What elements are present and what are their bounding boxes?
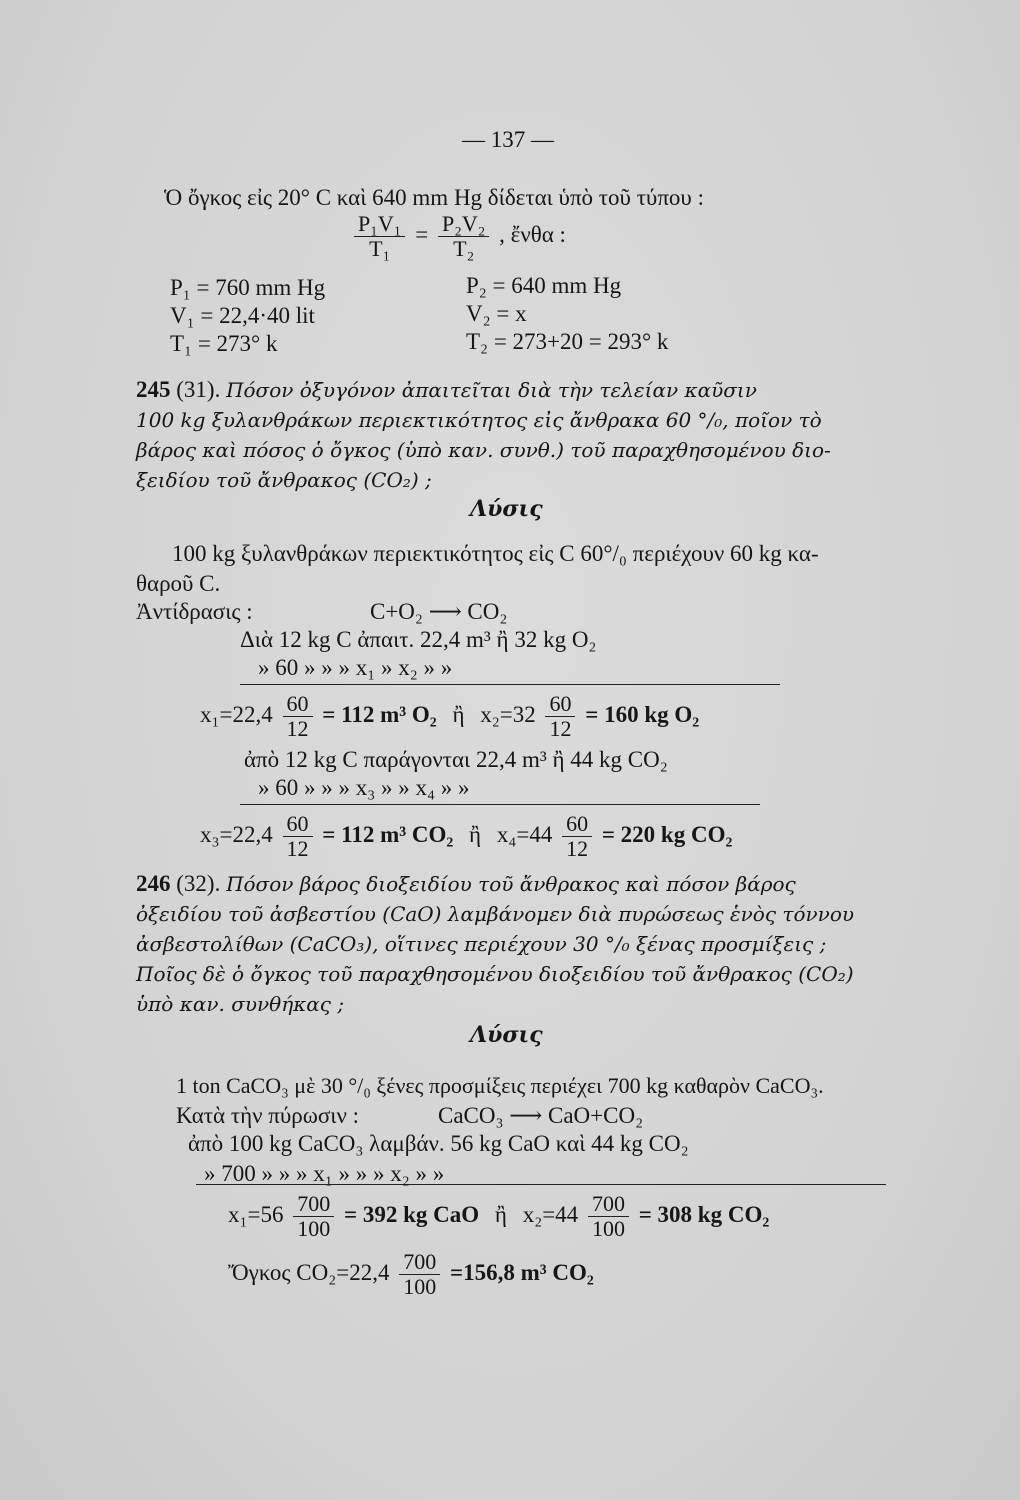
- problem-245-line4: ξειδίου τοῦ ἄνθρακος (CO₂) ;: [136, 468, 432, 492]
- problem-246-line3: ἀσβεστολίθων (CaCO₃), οἵτινες περιέχουν 30 °/₀ ξένας προσμίξεις ;: [136, 932, 827, 956]
- fraction-60-12: $\frac{60}{12}$: [283, 812, 313, 861]
- fraction-700-100: $\frac{700}{100}$: [399, 1250, 440, 1299]
- divider-line: [240, 804, 760, 805]
- divider-line: [196, 1184, 886, 1185]
- solution-1-line2: θαροῦ C.: [136, 571, 221, 596]
- problem-245-number: 245: [136, 377, 171, 402]
- solution-1-line1: 100 kg ξυλανθράκων περιεκτικότητος εἰς C 60°/₀ περιέχουν 60 kg κα-: [172, 541, 819, 566]
- solution-1-row3: ἀπὸ 12 kg C παράγονται 22,4 m³ ἢ 44 kg CO₂: [244, 747, 668, 772]
- solution-2-line1: 1 ton CaCO₃ μὲ 30 °/₀ ξένες προσμίξεις περιέχει 700 kg καθαρὸν CaCO₃.: [176, 1073, 824, 1098]
- problem-246-line2: ὀξειδίου τοῦ ἀσβεστίου (CaO) λαμβάνομεν διὰ πυρώσεως ἑνὸς τόννου: [136, 902, 855, 926]
- fraction-700-100: $\frac{700}{100}$: [293, 1192, 334, 1241]
- fraction-60-12: $\frac{60}{12}$: [283, 692, 313, 741]
- problem-246-number: 246: [136, 871, 171, 896]
- t2-value: T₂ = 273+20 = 293° k: [466, 329, 669, 354]
- t1-value: T₁ = 273° k: [170, 331, 278, 356]
- p1-value: P₁ = 760 mm Hg: [170, 275, 326, 300]
- page-number: — 137 —: [462, 127, 554, 152]
- result-x3-x4: x₃=22,4 $\frac{60}{12}$ = 112 m³ CO₂ ἢ x₄=44 $\frac{60}{12}$ = 220 kg CO₂: [200, 811, 733, 861]
- fraction-60-12: $\frac{60}{12}$: [545, 692, 575, 741]
- gas-law-formula: $\frac{\text{P₁V₁}}{\text{T₁}}$ = $\frac{\text{P₂V₂}}{\text{T₂}}$ , ἔνθα :: [350, 212, 566, 261]
- reaction-label-1: Ἀντίδρασις :: [136, 599, 253, 624]
- fraction-700-100: $\frac{700}{100}$: [588, 1192, 629, 1241]
- problem-245-line1: 245 (31). Πόσον ὀξυγόνον ἀπαιτεῖται διὰ τὴν τελείαν καῦσιν: [136, 377, 757, 402]
- reaction-2: CaCO₃ ⟶ CaO+CO₂: [438, 1103, 644, 1128]
- problem-246-line1: 246 (32). Πόσον βάρος διοξειδίου τοῦ ἄνθρακος καὶ πόσον βάρος: [136, 871, 796, 896]
- fraction-right: $\frac{\text{P₂V₂}}{\text{T₂}}$: [438, 212, 489, 261]
- solution-heading-2: Λύσις: [470, 1022, 543, 1048]
- problem-246-line5: ὑπὸ καν. συνθήκας ;: [136, 992, 345, 1016]
- problem-245-line2: 100 kg ξυλανθράκων περιεκτικότητος εἰς ἄνθρακα 60 °/₀, ποῖον τὸ: [136, 408, 822, 432]
- result-volume-co2: Ὄγκος CO₂=22,4 $\frac{700}{100}$ =156,8 m³ CO₂: [228, 1249, 594, 1299]
- divider-line: [240, 684, 780, 685]
- result-x1-x2-caco3: x₁=56 $\frac{700}{100}$ = 392 kg CaO ἢ x₂=44 $\frac{700}{100}$ = 308 kg CO₂: [228, 1191, 770, 1241]
- solution-1-row2: » 60 » » » x₁ » x₂ » »: [258, 655, 453, 680]
- p2-value: P₂ = 640 mm Hg: [466, 273, 622, 298]
- solution-2-row2: » 700 » » » x₁ » » » x₂ » »: [204, 1161, 445, 1186]
- fraction-left: $\frac{\text{P₁V₁}}{\text{T₁}}$: [354, 212, 405, 261]
- problem-246-line4: Ποῖος δὲ ὁ ὄγκος τοῦ παραχθησομένου διοξειδίου τοῦ ἄνθρακος (CO₂): [136, 962, 854, 986]
- intro-text: Ὁ ὄγκος εἰς 20° C καὶ 640 mm Hg δίδεται ὑπὸ τοῦ τύπου :: [164, 185, 704, 210]
- fraction-60-12: $\frac{60}{12}$: [562, 812, 592, 861]
- v1-value: V₁ = 22,4·40 lit: [170, 303, 315, 328]
- v2-value: V₂ = x: [466, 301, 527, 326]
- solution-1-row4: » 60 » » » x₃ » » x₄ » »: [258, 775, 470, 800]
- reaction-label-2: Κατὰ τὴν πύρωσιν :: [176, 1103, 360, 1128]
- solution-heading-1: Λύσις: [470, 496, 543, 522]
- result-x1-x2: x₁=22,4 $\frac{60}{12}$ = 112 m³ O₂ ἢ x₂=32 $\frac{60}{12}$ = 160 kg O₂: [200, 691, 700, 741]
- solution-1-row1: Διὰ 12 kg C ἀπαιτ. 22,4 m³ ἢ 32 kg O₂: [240, 627, 597, 652]
- reaction-1: C+O₂ ⟶ CO₂: [370, 599, 508, 624]
- problem-245-line3: βάρος καὶ πόσος ὁ ὄγκος (ὑπὸ καν. συνθ.) τοῦ παραχθησομένου διο-: [136, 438, 831, 462]
- solution-2-row1: ἀπὸ 100 kg CaCO₃ λαμβάν. 56 kg CaO καὶ 44 kg CO₂: [188, 1131, 689, 1156]
